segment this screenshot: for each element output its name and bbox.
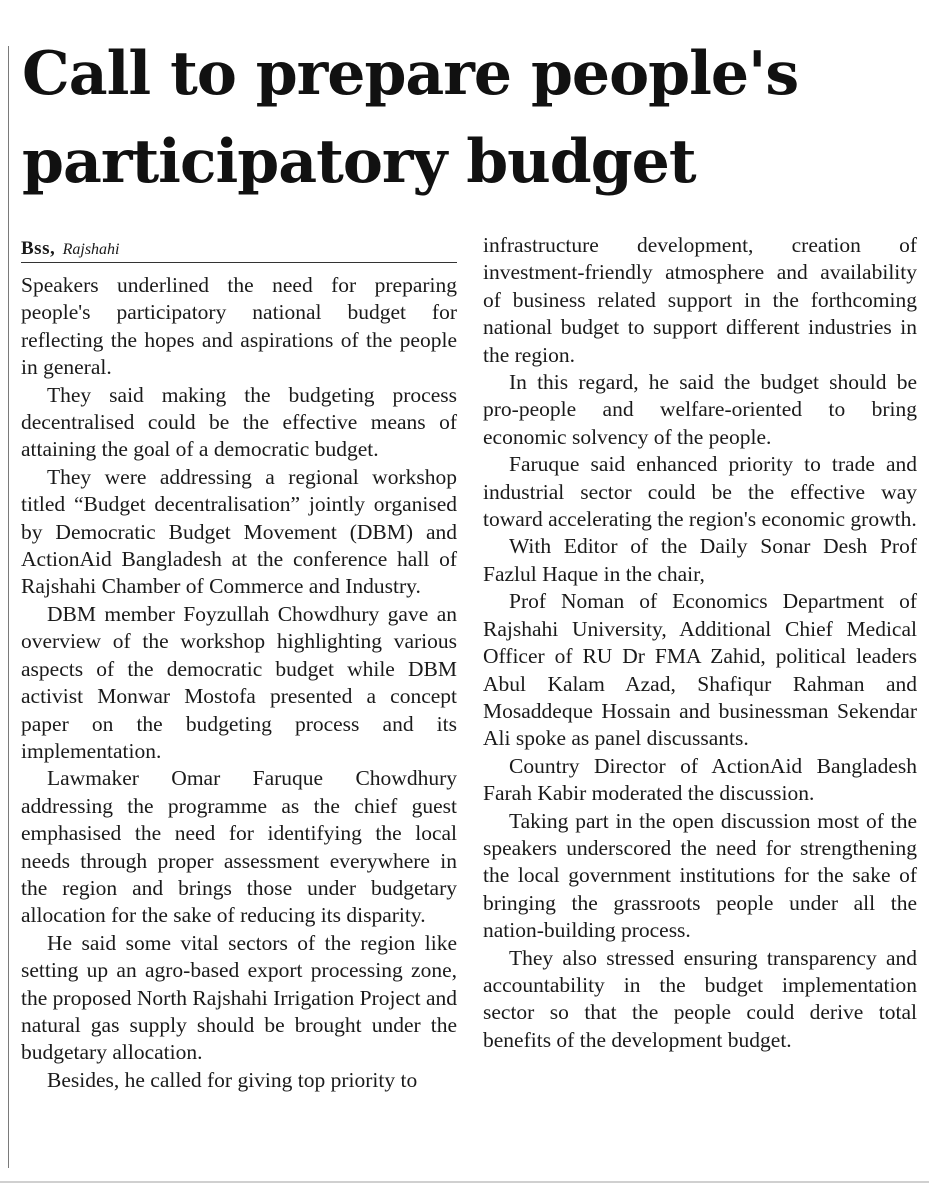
- paragraph: In this regard, he said the budget should be pro-people and welfare-oriented to bring economic solvency of the people.: [483, 370, 917, 449]
- article-column-left: [21, 232, 457, 1094]
- paragraph: DBM member Foyzullah Chowdhury gave an overview of the workshop highlighting various aspects of the democratic budget while DBM activist Monwar Mostofa presented a concept paper on the budgeting process and its implementation.: [21, 601, 457, 763]
- paragraph: Prof Noman of Economics Department of Rajshahi University, Additional Chief Medical Officer of RU Dr FMA Zahid, political leaders Abul Kalam Azad, Shafiqur Rahman and Mosaddeque Hossain and businessman Sekendar Ali spoke as panel discussants.: [483, 589, 917, 751]
- byline-agency: Bss,: [21, 238, 56, 259]
- paragraph: He said some vital sectors of the region like setting up an agro-based export processing zone, the proposed North Rajshahi Irrigation Project and natural gas supply should be brought under the budgetary allocation.: [21, 930, 457, 1065]
- paragraph: Besides, he called for giving top priority to: [47, 1067, 418, 1092]
- paragraph: Country Director of ActionAid Bangladesh Farah Kabir moderated the discussion.: [483, 753, 917, 806]
- paragraph: Taking part in the open discussion most of the speakers underscored the need for strengthening the local government institutions for the sake of bringing the grassroots people under all the nation-building process.: [483, 808, 917, 943]
- headline: Call to prepare people's participatory budget: [22, 39, 799, 197]
- paragraph: They also stressed ensuring transparency and accountability in the budget implementation sector so that the people could derive total benefits of the development budget.: [483, 945, 917, 1052]
- paragraph: They were addressing a regional workshop titled “Budget decentralisation” jointly organised by Democratic Budget Movement (DBM) and ActionAid Bangladesh at the conference hall of Rajshahi Chamber of Commerce and Industry.: [21, 464, 457, 599]
- paragraph: Lawmaker Omar Faruque Chowdhury addressing the programme as the chief guest emphasised the need for identifying the local needs through proper assessment everywhere in the region and brings those under budgetary allocation for the sake of reducing its disparity.: [21, 766, 457, 928]
- paragraph: Faruque said enhanced priority to trade and industrial sector could be the effective way toward accelerating the region's economic growth.: [483, 452, 917, 532]
- paragraph: Speakers underlined the need for preparing people's participatory national budget for reflecting the hopes and aspirations of the people in general.: [21, 273, 457, 380]
- byline-location: Rajshahi: [62, 241, 120, 258]
- paragraph: They said making the budgeting process decentralised could be the effective means of attaining the goal of a democratic budget.: [21, 382, 457, 462]
- paragraph: infrastructure development, creation of investment-friendly atmosphere and availability of business related support in the forthcoming national budget to support different industries in the region.: [483, 233, 917, 367]
- column-rule-left: [8, 46, 9, 1168]
- article-column-right: [483, 232, 917, 1054]
- bottom-rule: [0, 1181, 929, 1183]
- paragraph: With Editor of the Daily Sonar Desh Prof Fazlul Haque in the chair,: [483, 534, 917, 586]
- byline: [21, 232, 457, 263]
